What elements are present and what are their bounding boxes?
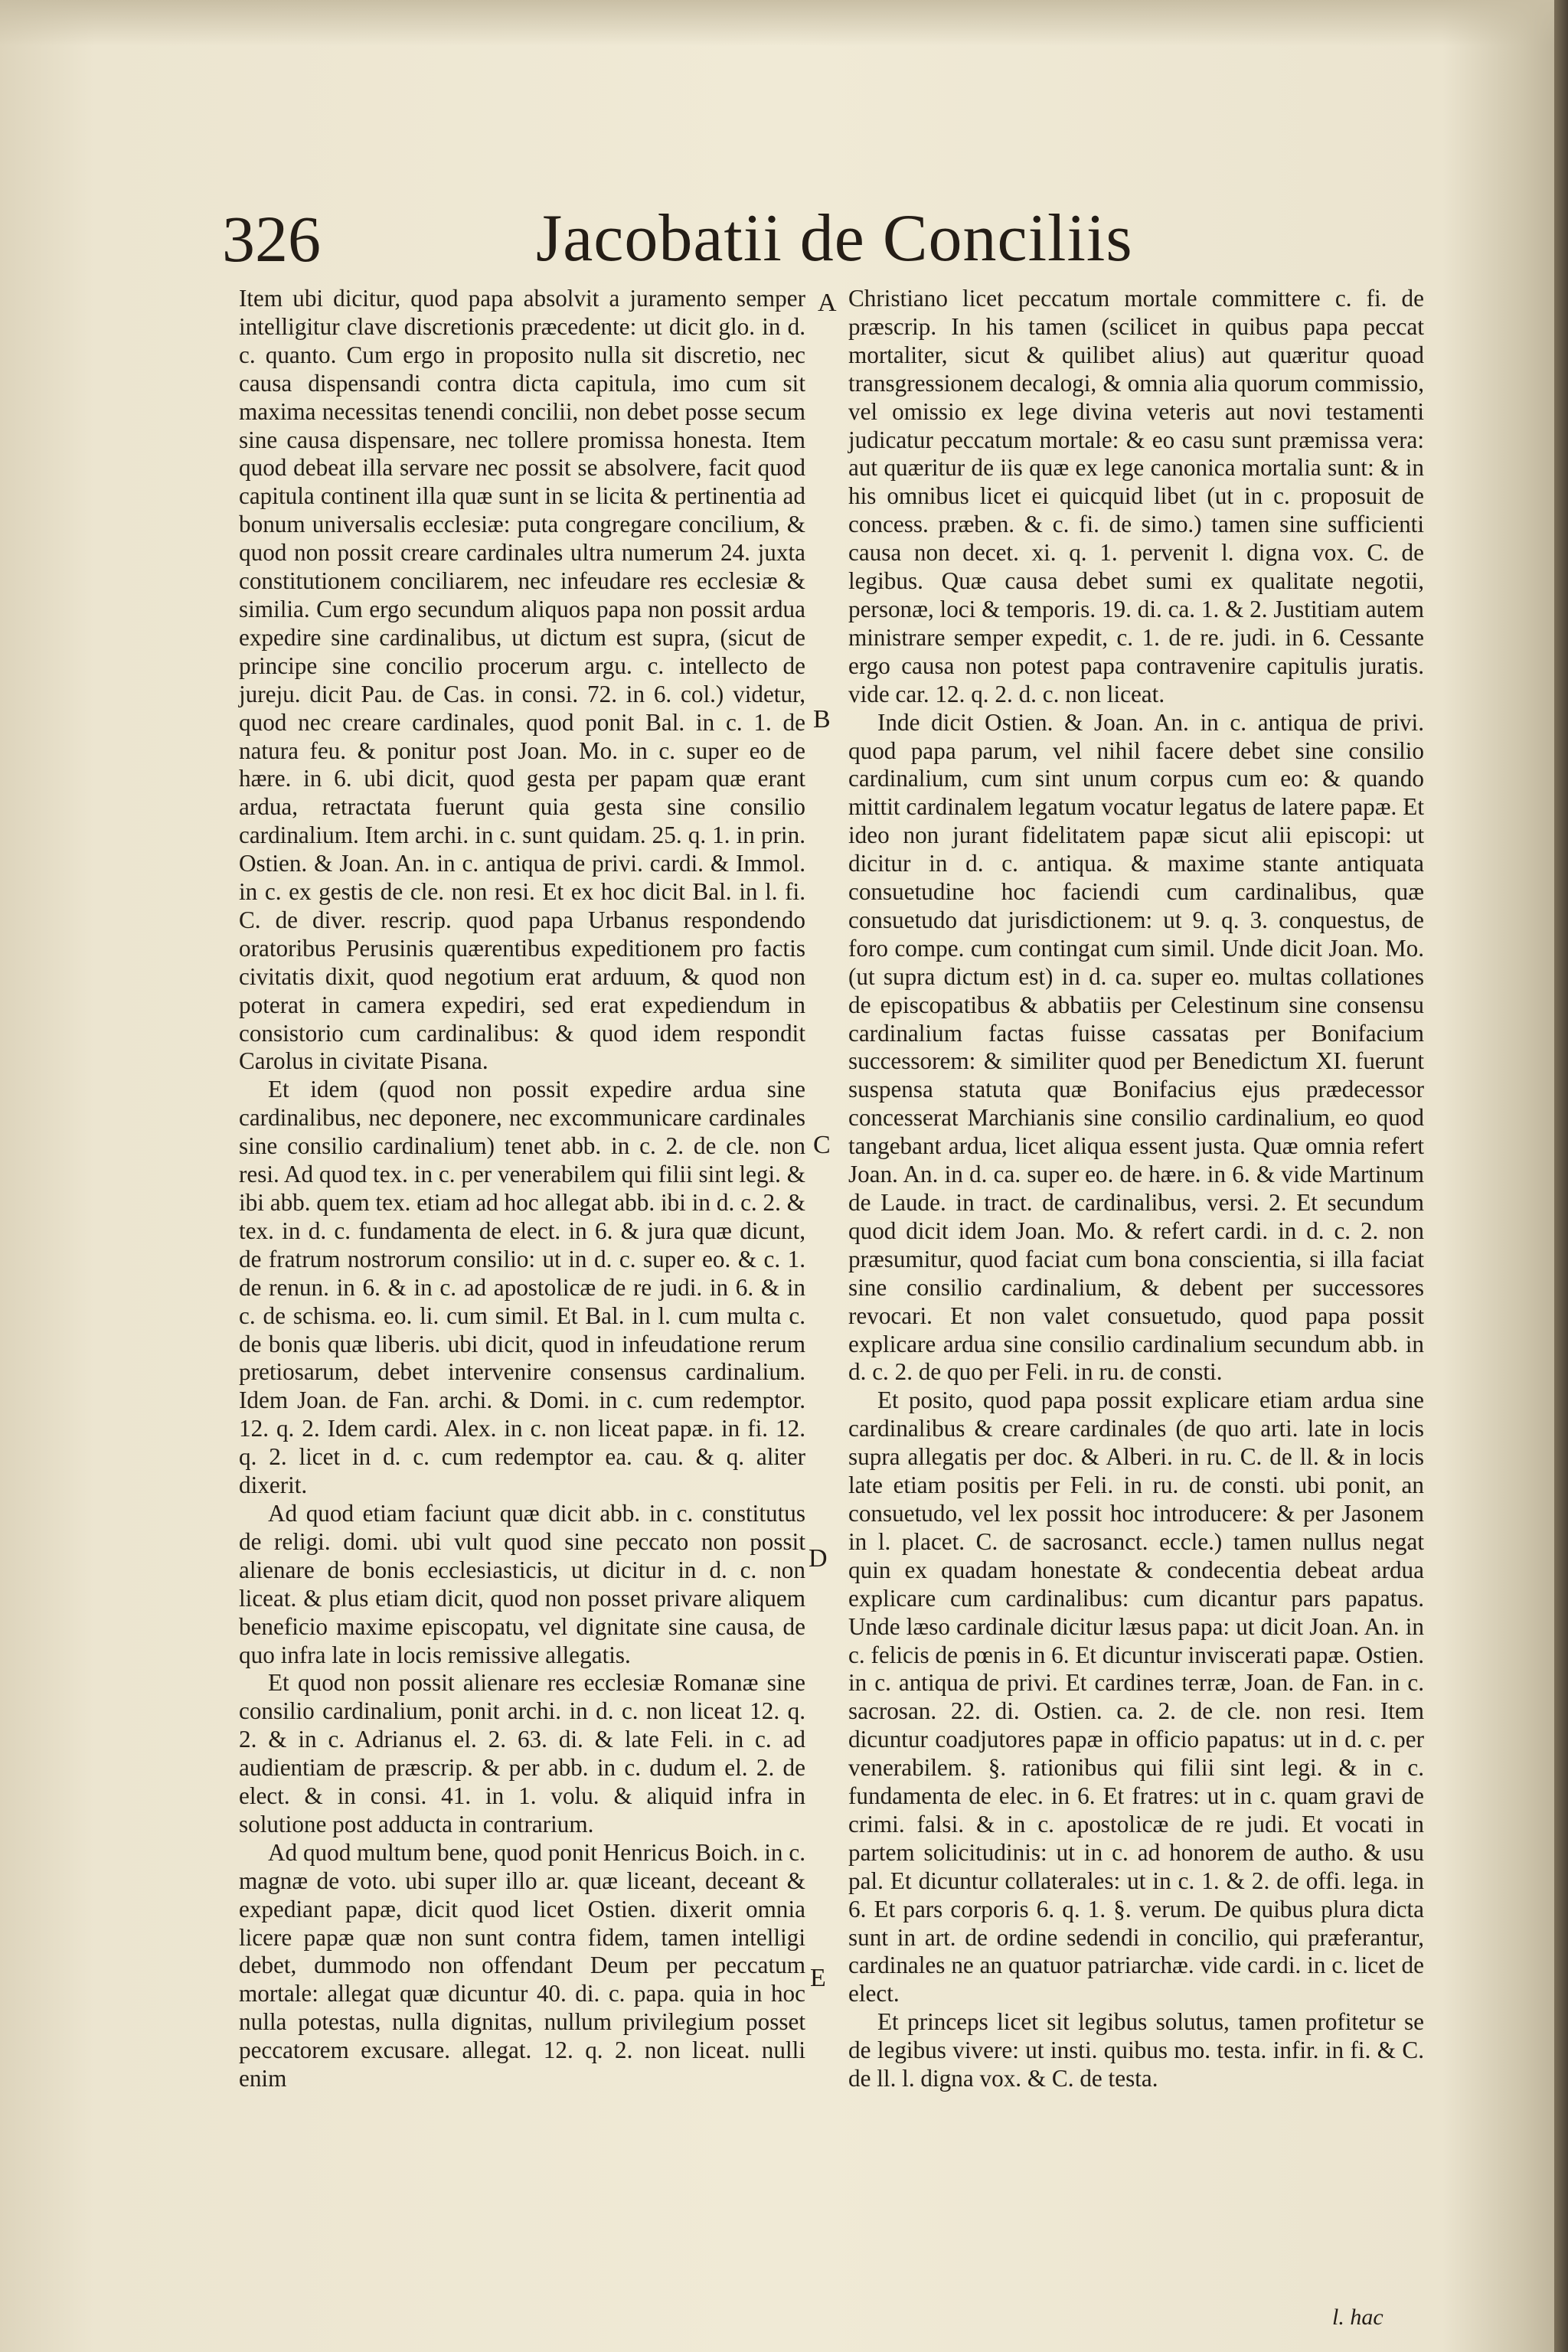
paragraph: Et quod non possit alienare res ecclesiæ Romanæ sine consilio cardinalium, ponit archi. in d. c. non liceat 12. q. 2. & in c. Adrianus el. 2. 63. di. & late Feli. in c. ad audientiam de præscrip. & per abb. in c. dudum el. 2. de elect. & in consi. 41. in 1. volu. & aliquid infra in solutione post adducta in contrarium. <box>239 1669 805 1838</box>
page-top-shadow <box>0 0 1568 46</box>
page-header <box>222 201 1156 285</box>
margin-letter-b: B <box>813 705 831 733</box>
paragraph: Item ubi dicitur, quod papa absolvit a juramento semper intelligitur clave discretionis præcedente: ut dicit glo. in d. c. quanto. Cum ergo in proposito nulla sit discretio, nec causa dispensandi contra dicta capitula, imo cum sit maxima necessitas tenendi concilii, non debet posse secum sine causa dispensare, nec tollere promissa honesta. Item quod debeat illa servare nec possit se absolvere, facit quod capitula continent illa quæ sunt in se licita & pertinentia ad bonum universalis ecclesiæ: puta congregare concilium, & quod non possit creare cardinales ultra numerum 24. juxta constitutionem conciliarem, nec infeudare res ecclesiæ & similia. Cum ergo secundum aliquos papa non possit ardua expedire sine cardinalibus, ut dictum est supra, (sicut de principe sine concilio procerum argu. c. intellecto de jureju. dicit Pau. de Cas. in consi. 72. in 6. col.) videtur, quod nec creare cardinales, quod ponit Bal. in c. 1. de natura feu. & ponitur post Joan. Mo. in c. super eo de hære. in 6. ubi dicit, quod gesta per papam quæ erant ardua, retractata fuerunt quia gesta sine consilio cardinalium. Item archi. in c. sunt quidam. 25. q. 1. in prin. Ostien. & Joan. An. in c. antiqua de privi. cardi. & Immol. in c. ex gestis de cle. non resi. Et ex hoc dicit Bal. in l. fi. C. de diver. rescrip. quod papa Urbanus respondendo oratoribus Perusinis quærentibus expeditionem pro factis civitatis dixit, quod negotium erat arduum, & quod non poterat in camera expediri, sed erat expediendum in consistorio cum cardinalibus: & quod idem respondit Carolus in civitate Pisana. <box>239 285 805 1075</box>
catchword: l. hac <box>1332 2305 1383 2330</box>
paragraph: Et princeps licet sit legibus solutus, tamen profitetur se de legibus vivere: ut insti. quibus mo. testa. infir. in fi. & C. de ll. l. digna vox. & C. de testa. <box>848 2008 1424 2092</box>
margin-letter-e: E <box>810 1964 826 1992</box>
running-head-title: Jacobatii de Conciliis <box>536 201 1133 276</box>
paragraph: Et posito, quod papa possit explicare etiam ardua sine cardinalibus & creare cardinales (de quo arti. late in locis supra allegatis per doc. & Alberi. in ru. C. de ll. & in locis late etiam positis per Feli. in ru. de consti. ubi ponit, an consuetudo, vel lex possit hoc introducere: & per Jasonem in l. placet. C. de sacrosanct. eccle.) tamen nullus negat quin ex quadam honestate & condecentia debeat ardua explicare cum cardinalibus: cum dicantur pars papatus. Unde læso cardinale dicitur læsus papa: ut dicit Joan. An. in c. felicis de pœnis in 6. Et dicuntur inviscerati papæ. Ostien. in c. antiqua de privi. Et cardines terræ, Joan. de Fan. in c. sacrosan. 22. di. Ostien. ca. 2. de cle. non resi. Item dicuntur coadjutores papæ in officio papatus: ut in d. c. per venerabilem. §. rationibus qui filii sint legi. & in c. fundamenta de elec. in 6. Et fratres: ut in c. quam gravi de crimi. falsi. & in c. apostolicæ de re judi. Et vocati in partem solicitudinis: ut in c. ad honorem de autho. & usu pal. Et dicuntur collaterales: ut in c. 1. & 2. de offi. lega. in 6. Et pars corporis 6. q. 1. §. verum. De quibus plura dicta sunt in art. de ordine sedendi in concilio, qui præferantur, cardinales ne an quatuor patriarchæ. vide cardi. in c. licet de elect. <box>848 1387 1424 2007</box>
paragraph: Ad quod multum bene, quod ponit Henricus Boich. in c. magnæ de voto. ubi super illo ar. quæ liceant, deceant & expediant papæ, dicit quod licet Ostien. dixerit omnia licere papæ quæ non sunt contra fidem, tamen intelligi debet, dummodo non offendant Deum per peccatum mortale: allegat quæ dicuntur 40. di. c. papa. quia in hoc nulla potestas, nulla dignitas, nullum privilegium posset peccatorem excusare. allegat. 12. q. 2. non liceat. nulli enim <box>239 1838 805 2092</box>
left-text-column <box>239 285 805 2093</box>
margin-letter-a: A <box>818 289 837 317</box>
page-number: 326 <box>222 202 321 276</box>
right-text-column <box>848 285 1424 2093</box>
margin-letter-d: D <box>808 1544 828 1573</box>
margin-letter-c: C <box>813 1131 831 1159</box>
paragraph: Et idem (quod non possit expedire ardua sine cardinalibus, nec deponere, nec excommunicare cardinales sine consilio cardinalium) tenet abb. in c. 2. de cle. non resi. Ad quod tex. in c. per venerabilem qui filii sint legi. & ibi abb. quem tex. etiam ad hoc allegat abb. ibi in d. c. 2. & tex. in d. c. fundamenta de elect. in 6. & jura quæ dicunt, de fratrum nostrorum consilio: ut in d. c. super eo. & c. 1. de renun. in 6. & in c. ad apostolicæ de re judi. in 6. & in c. de schisma. eo. li. cum simil. Et Bal. in l. cum multa c. de bonis quæ liberis. ubi dicit, quod in infeudatione rerum pretiosarum, debet intervenire consensus cardinalium. Idem Joan. de Fan. archi. & Domi. in c. cum redemptor. 12. q. 2. Idem cardi. Alex. in c. non liceat papæ. in fi. 12. q. 2. licet in d. c. cum redemptor ea. cau. & q. aliter dixerit. <box>239 1076 805 1499</box>
paragraph: Inde dicit Ostien. & Joan. An. in c. antiqua de privi. quod papa parum, vel nihil facere debet sine consilio cardinalium, cum sint unum corpus cum eo: & quando mittit cardinalem legatum vocatur legatus de latere papæ. Et ideo non jurant fidelitatem papæ sicut alii episcopi: ut dicitur in d. c. antiqua. & maxime stante antiquata consuetudine hoc faciendi cum cardinalibus, quæ consuetudo dat jurisdictionem: ut 9. q. 3. conquestus, de foro compe. cum contingat cum simil. Unde dicit Joan. Mo. (ut supra dictum est) in d. ca. super eo. multas collationes de episcopatibus & abbatiis per Celestinum sine consensu cardinalium factas fuisse cassatas per Bonifacium successorem: & similiter quod per Benedictum XI. fuerunt suspensa statuta quæ Bonifacius ejus prædecessor concesserat Marchianis sine consilio cardinalium, eo quod tangebant ardua, licet aliqua essent justa. Quæ omnia refert Joan. An. in d. ca. super eo. de hære. in 6. & vide Martinum de Laude. in tract. de cardinalibus, versi. 2. Et secundum quod dicit idem Joan. Mo. & refert cardi. in d. c. 2. non præsumitur, quod faciat cum bona conscientia, si illa faciat sine consilio cardinalium, & debent per successores revocari. Et non valet consuetudo, quod papa possit explicare ardua sine consilio cardinalium secundum abb. in d. c. 2. de quo per Feli. in ru. de consti. <box>848 708 1424 1386</box>
paragraph: Christiano licet peccatum mortale committere c. fi. de præscrip. In his tamen (scilicet in quibus papa peccat mortaliter, sicut & quilibet alius) aut quæritur quoad transgressionem decalogi, & omnia alia quorum commissio, vel omissio ex lege divina veteris aut novi testamenti judicatur peccatum mortale: & eo casu sunt præmissa vera: aut quæritur de iis quæ ex lege canonica mortalia sunt: & in his omnibus licet ei quicquid libet (ut in c. proposuit de concess. præben. & c. fi. de simo.) tamen sine sufficienti causa non decet. xi. q. 1. pervenit l. digna vox. C. de legibus. Quæ causa debet sumi ex qualitate negotii, personæ, loci & temporis. 19. di. ca. 1. & 2. Justitiam autem ministrare semper expedit, c. 1. de re. judi. in 6. Cessante ergo causa non potest papa contravenire capitulis juratis. vide car. 12. q. 2. d. c. non liceat. <box>848 285 1424 707</box>
paragraph: Ad quod etiam faciunt quæ dicit abb. in c. constitutus de religi. domi. ubi vult quod sine peccato non possit alienare de bonis ecclesiasticis, ut dicitur in d. c. non liceat. & plus etiam dicit, quod non posset privare aliquem beneficio maxime episcopatu, vel dignitate sine causa, de quo infra late in locis remissive allegatis. <box>239 1499 805 1668</box>
book-binding-edge <box>1554 0 1568 2352</box>
